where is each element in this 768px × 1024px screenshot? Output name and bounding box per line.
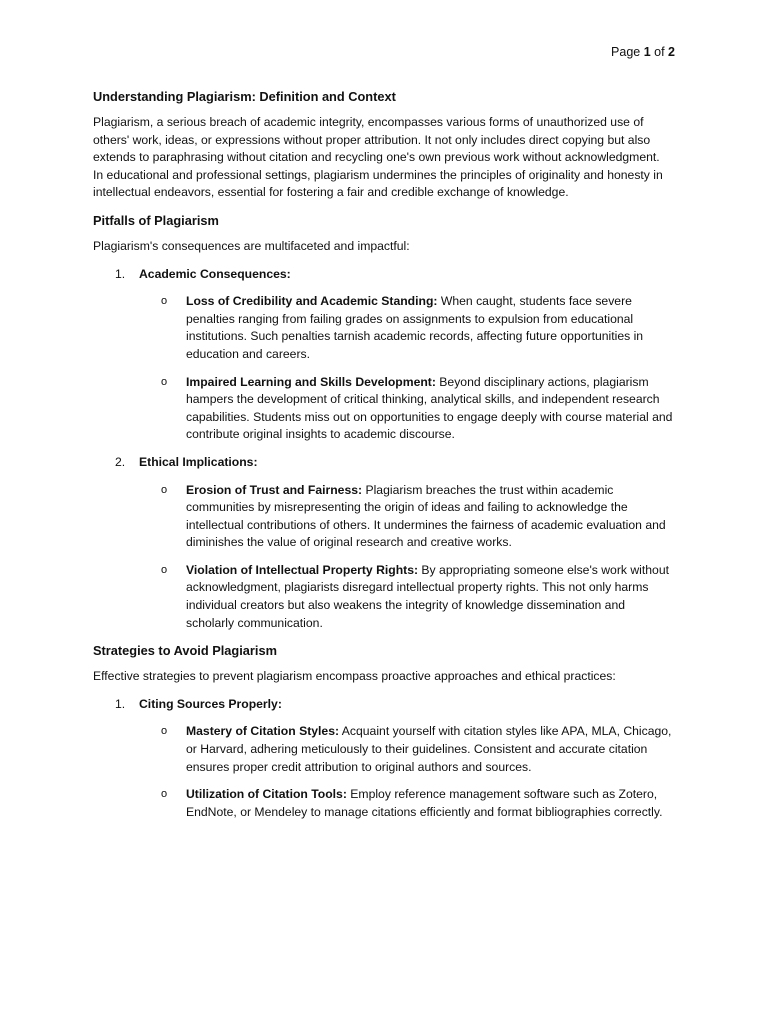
page-mid: of (650, 45, 669, 59)
bullet-item (93, 786, 673, 821)
page-number (611, 44, 675, 60)
definition-paragraph: Plagiarism, a serious breach of academic integrity, encompasses various forms of unauthorized use of others' work, ideas, or expressions without proper attribution. It not only includes direct copying but also extends to paraphrasing without citation and recycling one's own previous work without acknowledgment. In educational and professional settings, plagiarism undermines the principles of originality and honesty in intellectual endeavors, essential for fostering a fair and credible exchange of knowledge. (93, 115, 663, 200)
bullet-title: Loss of Credibility and Academic Standing: (186, 294, 438, 309)
item-title: Academic Consequences: (139, 266, 291, 281)
numbered-item (93, 454, 673, 472)
bullet-item (93, 482, 673, 552)
bullet-text: Employ reference management software such as Zotero, EndNote, or Mendeley to manage citations efficiently and format bibliographies correctly. (186, 787, 663, 819)
strategies-intro: Effective strategies to prevent plagiarism encompass proactive approaches and ethical practices: (93, 669, 616, 684)
numbered-item (93, 266, 673, 284)
bullet-title: Erosion of Trust and Fairness: (186, 482, 363, 497)
bullet-text: By appropriating someone else's work without acknowledgment, plagiarists disregard intellectual property rights. This not only harms individual creators but also weakens the integrity of knowledge dissemination and scholarly communication. (186, 562, 669, 630)
numbered-item (93, 696, 673, 714)
bullet-marker: o (161, 483, 168, 496)
bullet-title: Mastery of Citation Styles: (186, 724, 340, 739)
bullet-marker: o (161, 375, 168, 388)
section-heading-pitfalls: Pitfalls of Plagiarism (93, 212, 219, 228)
bullet-item (93, 723, 673, 776)
page-current: 1 (643, 45, 651, 59)
bullet-text: Acquaint yourself with citation styles like APA, MLA, Chicago, or Harvard, adhering meticulously to their guidelines. Consistent and accurate citation ensures proper credit attribution to original authors and sources. (186, 724, 672, 774)
bullet-item (93, 293, 673, 363)
item-number: 2. (115, 454, 126, 469)
bullet-text: Beyond disciplinary actions, plagiarism hampers the development of critical thinking, analytical skills, and independent research capabilities. Students miss out on opportunities to engage deeply with course material and contribute original insights to academic discourse. (186, 374, 673, 442)
bullet-title: Utilization of Citation Tools: (186, 787, 347, 802)
bullet-title: Impaired Learning and Skills Development: (186, 374, 436, 389)
item-number: 1. (115, 696, 126, 711)
bullet-marker: o (161, 788, 168, 801)
section-heading-strategies: Strategies to Avoid Plagiarism (93, 643, 277, 659)
bullet-marker: o (161, 563, 168, 576)
document-body (93, 88, 673, 831)
bullet-text: When caught, students face severe penalties ranging from failing grades on assignments to expulsion from educational institutions. Such penalties tarnish academic records, affecting future opportunities in education and careers. (186, 294, 644, 361)
item-title: Citing Sources Properly: (139, 696, 282, 711)
bullet-item (93, 374, 673, 444)
pitfalls-intro: Plagiarism's consequences are multifaceted and impactful: (93, 238, 410, 253)
bullet-text: Plagiarism breaches the trust within academic communities by misrepresenting the origin of ideas and failing to acknowledge the intellectual contributions of others. It undermines the fairness of academic evaluation and diminishes the value of original research and creative works. (186, 482, 666, 550)
section-heading-definition: Understanding Plagiarism: Definition and Context (93, 89, 396, 104)
bullet-item (93, 562, 673, 632)
item-number: 1. (115, 266, 126, 281)
bullet-marker: o (161, 725, 168, 738)
bullet-marker: o (161, 295, 168, 308)
page-total: 2 (668, 45, 675, 59)
page-prefix: Page (611, 45, 644, 59)
bullet-title: Violation of Intellectual Property Rights: (186, 562, 419, 577)
item-title: Ethical Implications: (139, 454, 258, 469)
